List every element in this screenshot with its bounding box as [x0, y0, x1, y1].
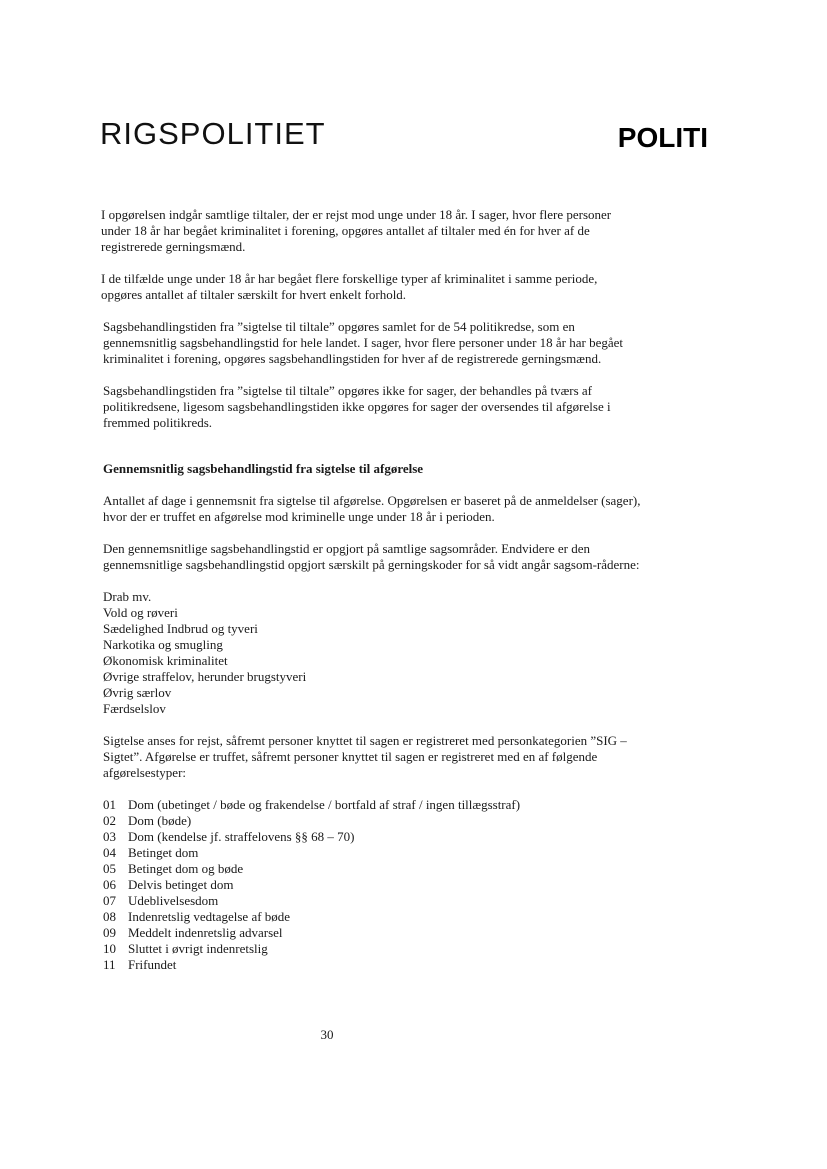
decision-code: 04 [103, 845, 116, 860]
decision-text: Dom (bøde) [128, 813, 192, 828]
decision-code: 05 [103, 861, 116, 876]
list-item: Sædelighed Indbrud og tyveri [103, 621, 258, 636]
decision-code: 01 [103, 797, 116, 812]
decision-text: Dom (kendelse jf. straffelovens §§ 68 – 70) [128, 829, 355, 844]
decision-text: Frifundet [128, 957, 177, 972]
list-item [103, 813, 641, 829]
list-item [103, 909, 641, 925]
paragraph: I opgørelsen indgår samtlige tiltaler, der er rejst mod unge under 18 år. I sager, hvor flere personer under 18 år har begået kriminalitet i forening, opgøres antallet af tiltaler med én for hver af de registrerede gerningsmænd. [101, 207, 612, 254]
list-item: Økonomisk kriminalitet [103, 653, 228, 668]
paragraph: Sagsbehandlingstiden fra ”sigtelse til tiltale” opgøres samlet for de 54 politikredse, som en gennemsnitlig sagsbehandlingstid for hele landet. I sager, hvor flere personer under 18 år har begået kriminalitet i forening, opgøres sagsbehandlingstiden for hver af de registrerede gerningsmænd. [103, 319, 624, 366]
list-item [103, 845, 641, 861]
list-item [103, 797, 641, 813]
decision-type-list [103, 797, 641, 973]
page-number: 30 [320, 1027, 334, 1042]
decision-text: Delvis betinget dom [128, 877, 234, 892]
decision-text: Udeblivelsesdom [128, 893, 219, 908]
paragraph: Sigtelse anses for rejst, såfremt personer knyttet til sagen er registreret med personkategorien ”SIG – Sigtet”. Afgørelse er truffet, såfremt personer knyttet til sagen er registreret med en af følgende afgørelsestyper: [103, 733, 627, 780]
list-item: Øvrige straffelov, herunder brugstyveri [103, 669, 307, 684]
list-item: Drab mv. [103, 589, 152, 604]
decision-code: 06 [103, 877, 116, 892]
list-item [103, 829, 641, 845]
paragraph: Sagsbehandlingstiden fra ”sigtelse til tiltale” opgøres ikke for sager, der behandles på tværs af politikredsene, ligesom sagsbehandlingstiden ikke opgøres for sager der oversendes til afgørelse i fremmed politikreds. [103, 383, 611, 430]
list-item [103, 957, 641, 973]
list-item [103, 877, 641, 893]
decision-text: Indenretslig vedtagelse af bøde [128, 909, 291, 924]
decision-code: 10 [103, 941, 116, 956]
list-item [103, 941, 641, 957]
paragraph: I de tilfælde unge under 18 år har begået flere forskellige typer af kriminalitet i samme periode, opgøres antallet af tiltaler særskilt for hvert enkelt forhold. [101, 271, 598, 302]
decision-code: 11 [103, 957, 116, 972]
paragraph: Den gennemsnitlige sagsbehandlingstid er opgjort på samtlige sagsområder. Endvidere er den gennemsnitlige sagsbehandlingstid opgjort særskilt på gerningskoder for så vidt angår sagsom-råderne: [103, 541, 640, 572]
list-item: Vold og røveri [103, 605, 178, 620]
decision-text: Sluttet i øvrigt indenretslig [128, 941, 268, 956]
paragraph: Antallet af dage i gennemsnit fra sigtelse til afgørelse. Opgørelsen er baseret på de anmeldelser (sager), hvor der er truffet en afgørelse mod kriminelle unge under 18 år i perioden. [103, 493, 641, 524]
decision-code: 07 [103, 893, 116, 908]
list-item [103, 893, 641, 909]
politi-logo: POLITI [617, 122, 708, 153]
decision-text: Meddelt indenretslig advarsel [128, 925, 283, 940]
decision-code: 03 [103, 829, 116, 844]
list-item: Narkotika og smugling [103, 637, 223, 652]
list-item: Færdselslov [103, 701, 166, 716]
list-item: Øvrig særlov [103, 685, 172, 700]
decision-code: 09 [103, 925, 116, 940]
decision-text: Betinget dom og bøde [128, 861, 244, 876]
section-heading: Gennemsnitlig sagsbehandlingstid fra sigtelse til afgørelse [103, 461, 424, 476]
decision-code: 02 [103, 813, 116, 828]
decision-code: 08 [103, 909, 116, 924]
document-body [101, 207, 641, 973]
decision-text: Dom (ubetinget / bøde og frakendelse / bortfald af straf / ingen tillægsstraf) [128, 797, 521, 812]
crime-area-list [103, 589, 641, 717]
decision-text: Betinget dom [128, 845, 199, 860]
page-header-title: RIGSPOLITIET [100, 116, 326, 151]
list-item [103, 861, 641, 877]
list-item [103, 925, 641, 941]
